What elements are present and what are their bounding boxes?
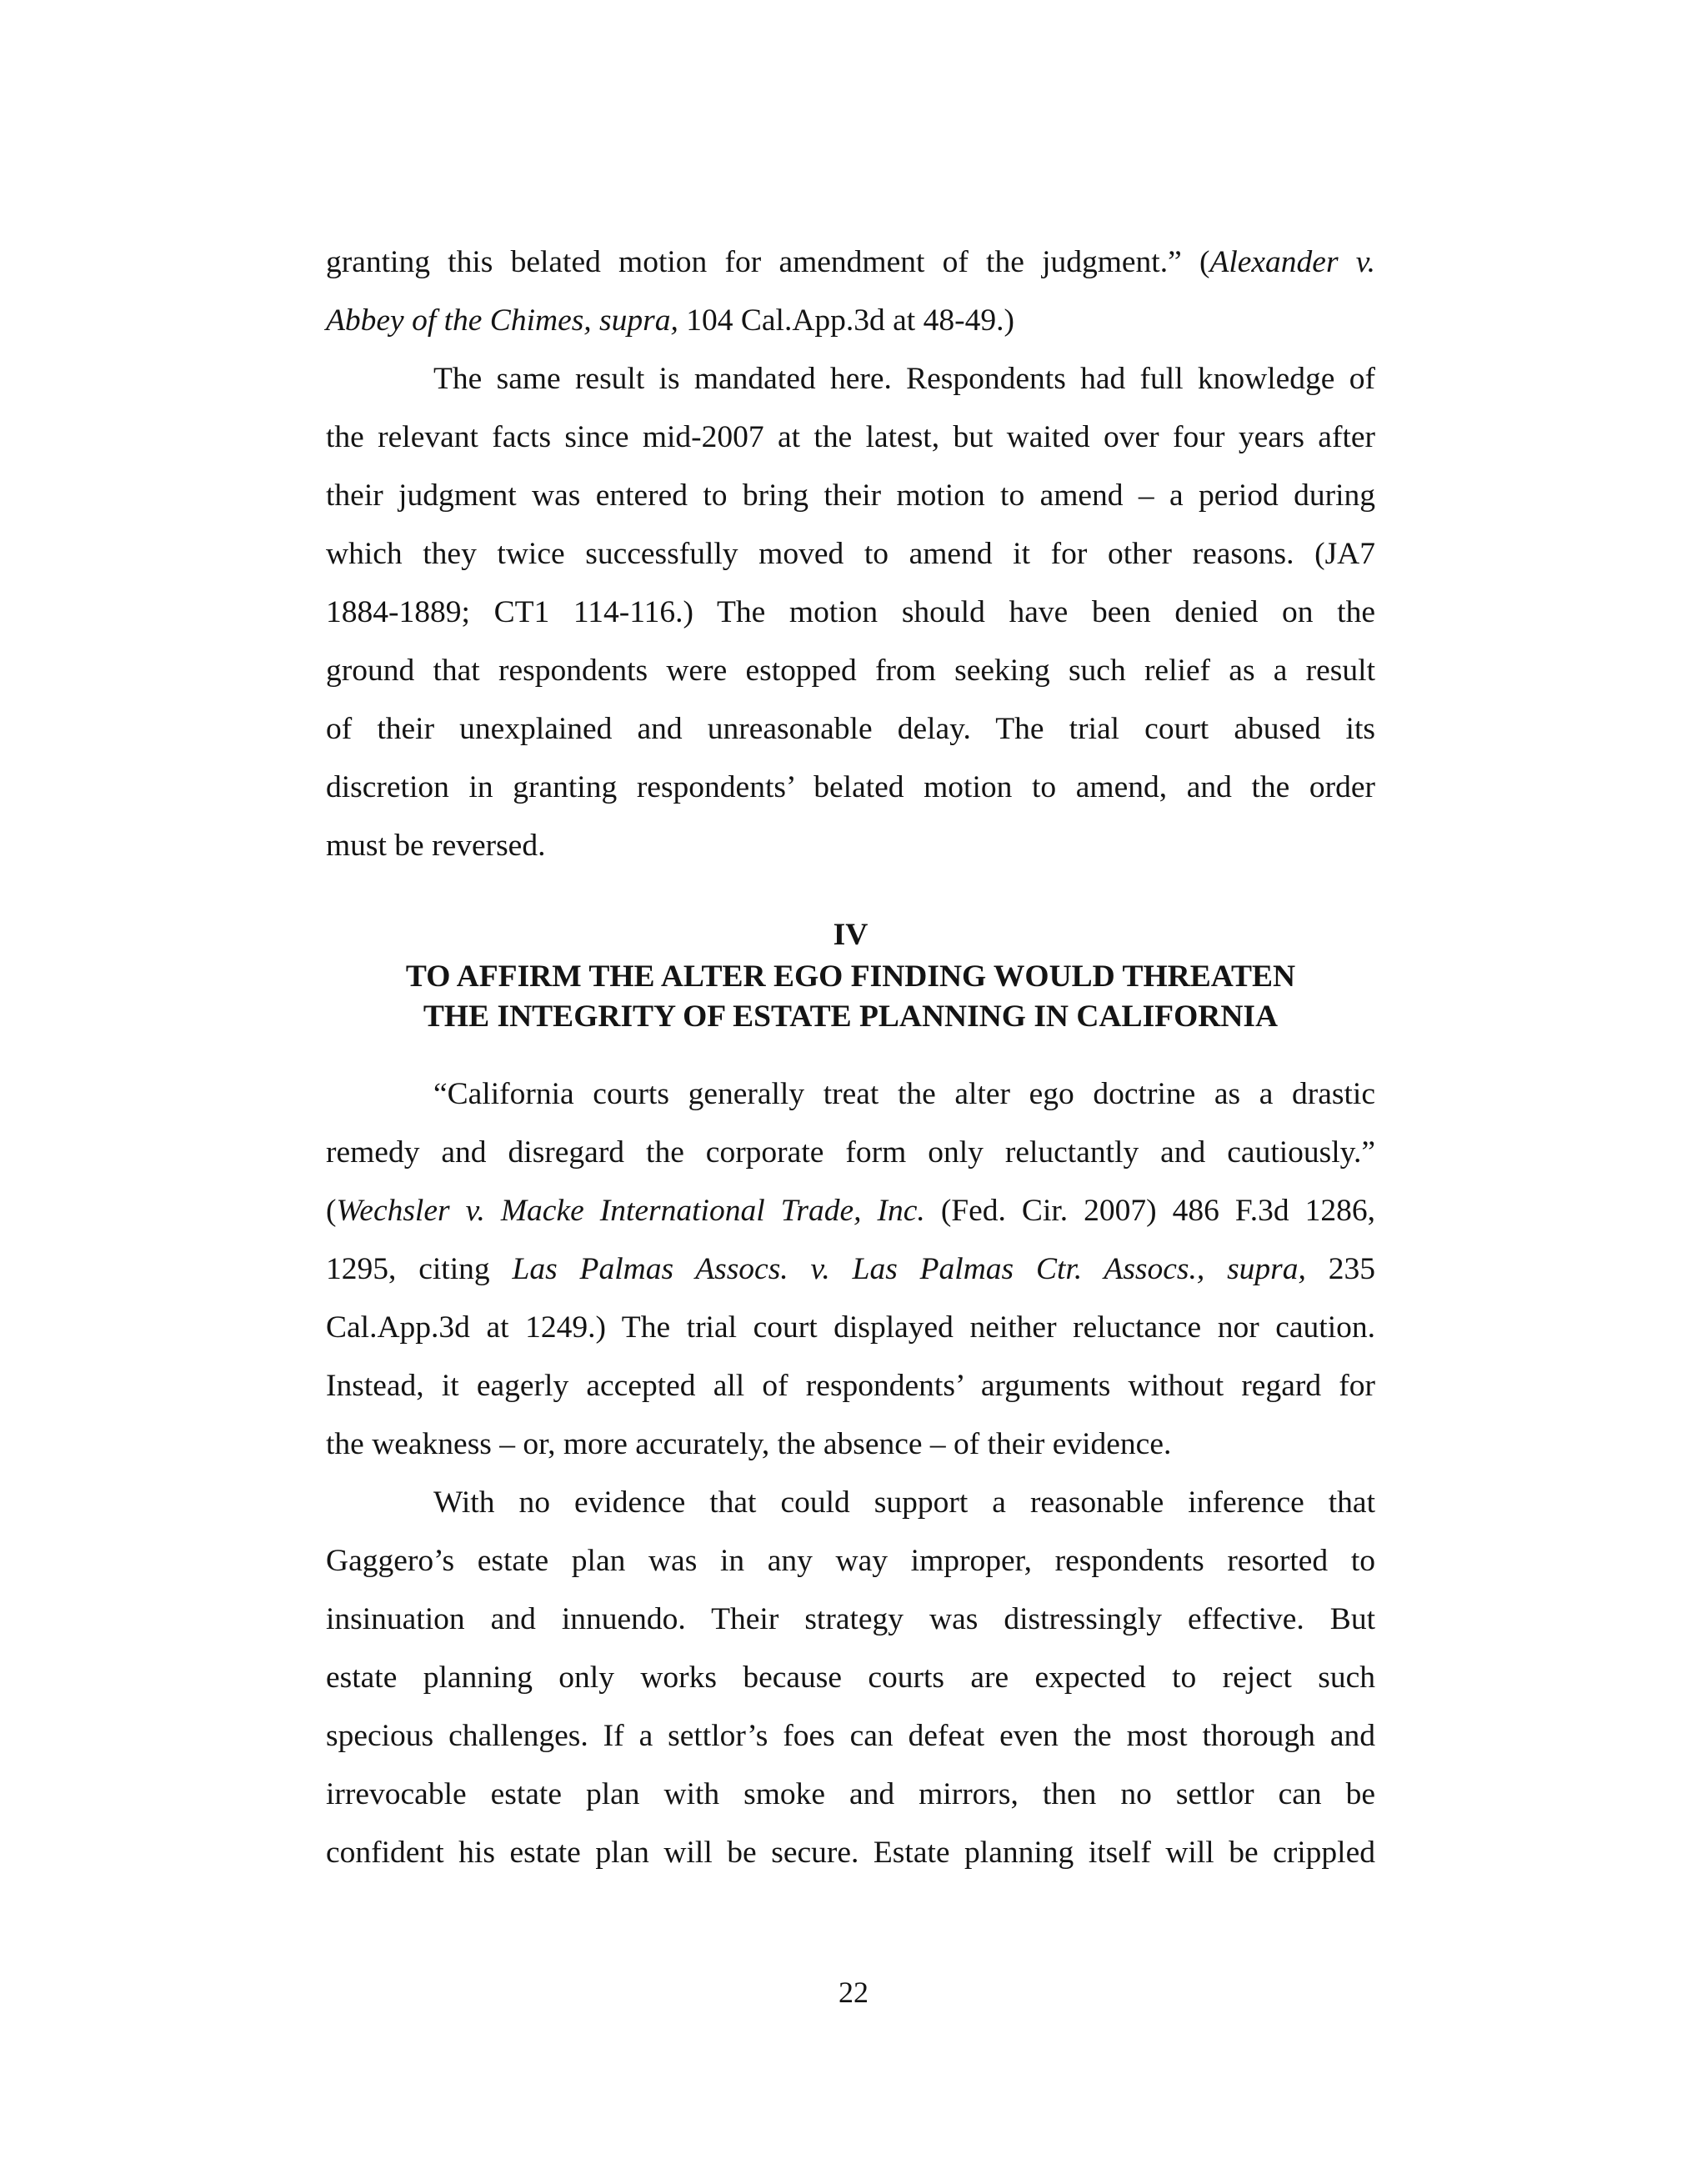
body-line: ground that respondents were estopped from seeking such relief as a result <box>326 654 1375 688</box>
body-line: remedy and disregard the corporate form only reluctantly and cautiously.” <box>326 1135 1375 1170</box>
section-number: IV <box>833 918 869 952</box>
body-line: irrevocable estate plan with smoke and mirrors, then no settlor can be <box>326 1777 1375 1811</box>
body-line: 1295, citing Las Palmas Assocs. v. Las Palmas Ctr. Assocs., supra, 235 <box>326 1252 1376 1286</box>
body-line: Cal.App.3d at 1249.) The trial court displayed neither reluctance nor caution. <box>326 1310 1375 1345</box>
body-line: their judgment was entered to bring their motion to amend – a period during <box>326 478 1375 513</box>
body-line: granting this belated motion for amendment of the judgment.” (Alexander v. <box>326 245 1375 279</box>
body-line: insinuation and innuendo. Their strategy was distressingly effective. But <box>326 1602 1375 1636</box>
body-line: the relevant facts since mid-2007 at the latest, but waited over four years after <box>326 420 1375 454</box>
body-line: estate planning only works because courts are expected to reject such <box>326 1661 1375 1695</box>
section-title-line-2: THE INTEGRITY OF ESTATE PLANNING IN CALIFORNIA <box>423 999 1279 1034</box>
body-line: “California courts generally treat the alter ego doctrine as a drastic <box>433 1077 1375 1111</box>
body-line: confident his estate plan will be secure. Estate planning itself will be crippled <box>326 1836 1375 1870</box>
body-line: The same result is mandated here. Respondents had full knowledge of <box>433 362 1375 396</box>
body-line: Gaggero’s estate plan was in any way improper, respondents resorted to <box>326 1544 1375 1578</box>
body-line: With no evidence that could support a reasonable inference that <box>433 1485 1375 1520</box>
body-line: of their unexplained and unreasonable delay. The trial court abused its <box>326 712 1375 746</box>
body-line: must be reversed. <box>326 829 546 863</box>
body-line: (Wechsler v. Macke International Trade, Inc. (Fed. Cir. 2007) 486 F.3d 1286, <box>326 1194 1375 1228</box>
body-line: Abbey of the Chimes, supra, 104 Cal.App.3d at 48-49.) <box>326 303 1014 338</box>
body-line: which they twice successfully moved to amend it for other reasons. (JA7 <box>326 537 1375 571</box>
body-line: specious challenges. If a settlor’s foes can defeat even the most thorough and <box>326 1719 1375 1753</box>
body-line: discretion in granting respondents’ belated motion to amend, and the order <box>326 770 1375 804</box>
body-line: 1884-1889; CT1 114-116.) The motion should have been denied on the <box>326 595 1375 629</box>
page-number: 22 <box>838 1976 869 2009</box>
body-line: the weakness – or, more accurately, the absence – of their evidence. <box>326 1427 1172 1461</box>
section-title-line-1: TO AFFIRM THE ALTER EGO FINDING WOULD THREATEN <box>405 959 1296 994</box>
body-line: Instead, it eagerly accepted all of respondents’ arguments without regard for <box>326 1369 1375 1403</box>
